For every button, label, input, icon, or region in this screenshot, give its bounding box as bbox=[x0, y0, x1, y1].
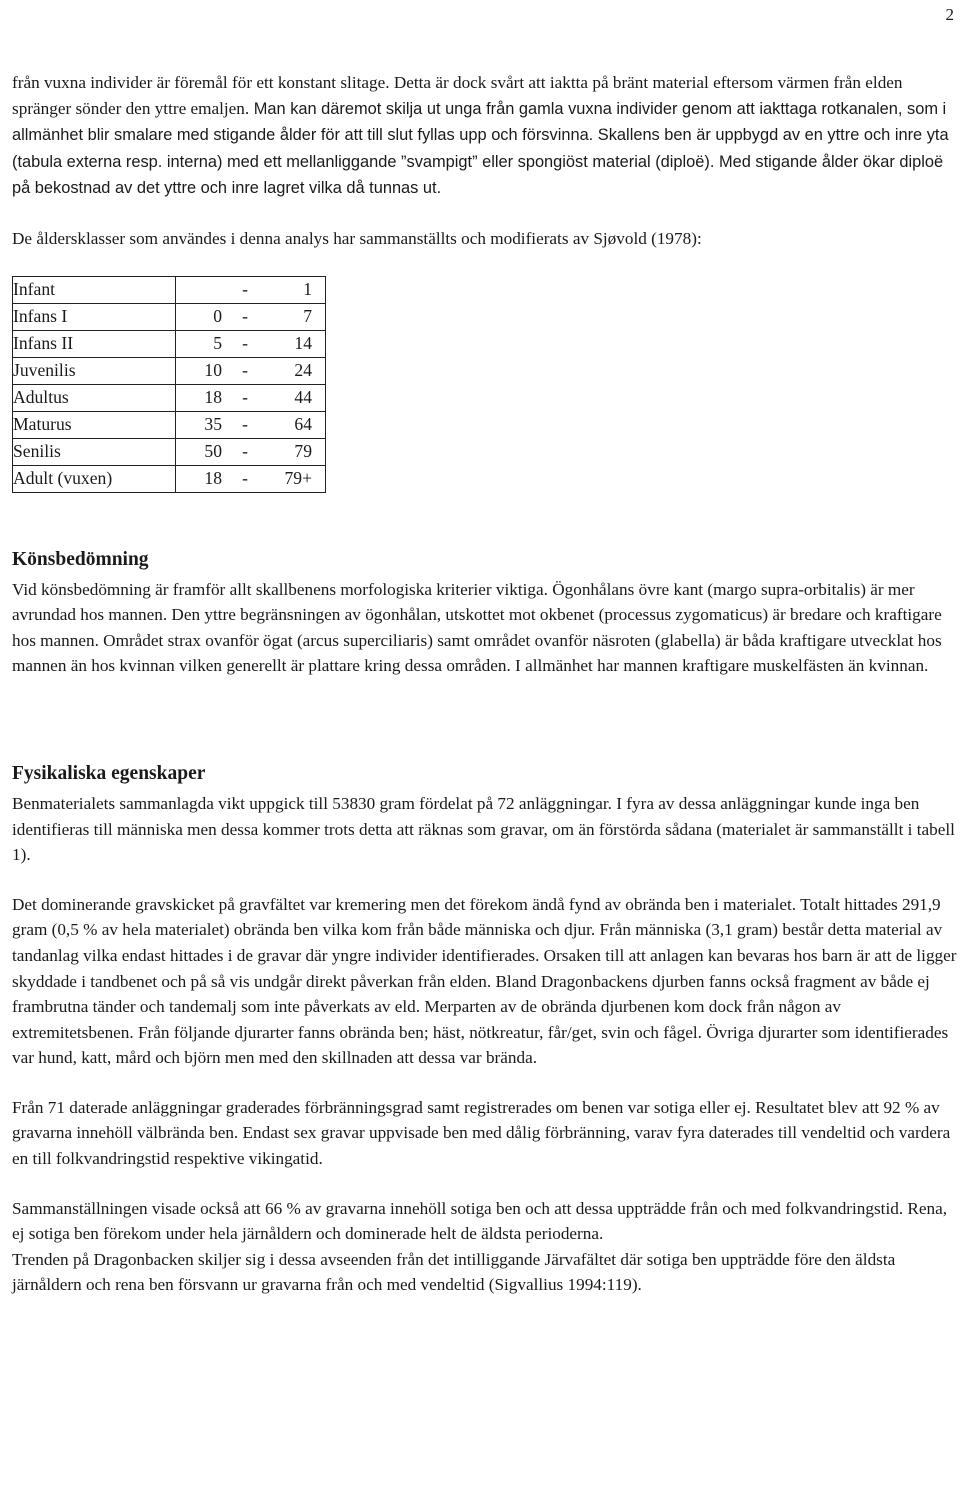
age-class-row bbox=[13, 357, 326, 384]
age-range-dash: - bbox=[242, 467, 248, 488]
age-class-row bbox=[13, 438, 326, 465]
age-range-to: 7 bbox=[303, 305, 312, 326]
age-intro-paragraph: De åldersklasser som användes i denna analys har sammanställts och modifierats av Sjøvold (1978): bbox=[12, 228, 702, 248]
age-class-name: Adultus bbox=[13, 384, 176, 411]
sex-paragraph: Vid könsbedömning är framför allt skallbenens morfologiska kriterier viktiga. Ögonhålans övre kant (margo supra-orbitalis) är mer avrundad hos mannen. Den yttre begränsningen av ögonhålan, utskottet mot okbenet (processus zygomaticus) är bredare och kraftigare hos mannen. Området strax ovanför ögat (arcus superciliaris) samt området ovanför näsroten (glabella) är båda kraftigare utvecklat hos mannen än hos kvinnan vilken generellt är plattare kring dessa områden. I allmänhet har mannen kraftigare muskelfästen än kvinnan. bbox=[12, 579, 942, 676]
age-class-range bbox=[176, 303, 326, 330]
sex-heading: Könsbedömning bbox=[12, 548, 149, 570]
age-class-name: Infans II bbox=[13, 330, 176, 357]
age-class-name: Maturus bbox=[13, 411, 176, 438]
age-range-to: 24 bbox=[294, 359, 312, 380]
age-range-to: 79 bbox=[294, 440, 312, 461]
physical-paragraph-4: Sammanställningen visade också att 66 % av gravarna innehöll sotiga ben och att dessa uppträdde från och med folkvandringstid. Rena, ej sotiga ben förekom under hela järnåldern och dominerade helt de äldsta perioderna. bbox=[12, 1198, 948, 1244]
intro-paragraph bbox=[12, 70, 958, 202]
age-class-name: Infant bbox=[13, 276, 176, 303]
intro-text-3: Skallens ben är uppbygd av en yttre och inre yta (tabula externa resp. interna) med ett mellanliggande ”svampigt” eller spongiöst material (diploë). Med stigande ålder ökar diploë på bekostnad av det yttre och inre lagret vilka då tunnas ut. bbox=[12, 126, 949, 198]
age-range-to: 64 bbox=[294, 413, 312, 434]
age-range-dash: - bbox=[242, 386, 248, 407]
age-class-row bbox=[13, 384, 326, 411]
age-class-row bbox=[13, 465, 326, 492]
age-range-dash: - bbox=[242, 305, 248, 326]
page-number: 2 bbox=[945, 5, 954, 24]
age-range-from: 10 bbox=[204, 359, 222, 380]
physical-paragraph-5: Trenden på Dragonbacken skiljer sig i dessa avseenden från det intilliggande Järvafältet där sotiga ben uppträdde före den äldsta järnåldern och rena ben försvann ur gravarna från och med vendeltid (Sigvallius 1994:119). bbox=[12, 1249, 896, 1295]
age-range-from: 50 bbox=[204, 440, 222, 461]
age-range-to: 44 bbox=[294, 386, 312, 407]
age-range-dash: - bbox=[242, 413, 248, 434]
age-range-to: 14 bbox=[294, 332, 312, 353]
age-class-name: Senilis bbox=[13, 438, 176, 465]
age-range-dash: - bbox=[242, 440, 248, 461]
age-class-name: Adult (vuxen) bbox=[13, 465, 176, 492]
physical-paragraph-1: Benmaterialets sammanlagda vikt uppgick till 53830 gram fördelat på 72 anläggningar. I fyra av dessa anläggningar kunde inga ben identifieras till människa men dessa kommer trots detta att räknas som gravar, om än förstörda sådana (materialet är sammanställt i tabell 1). bbox=[12, 793, 955, 865]
age-class-row bbox=[13, 330, 326, 357]
age-class-name: Juvenilis bbox=[13, 357, 176, 384]
age-class-table bbox=[12, 276, 326, 493]
intro-text-1: från vuxna individer är föremål för ett konstant slitage. Detta är dock svårt att iaktta på bränt material eftersom värmen från elden spränger sönder den yttre emaljen. bbox=[12, 73, 903, 118]
age-class-range bbox=[176, 438, 326, 465]
physical-paragraph-2: Det dominerande gravskicket på gravfältet var kremering men det förekom ändå fynd av obrända ben i materialet. Totalt hittades 291,9 gram (0,5 % av hela materialet) obrända ben vilka kom från både människa och djur. Från människa (3,1 gram) består detta material av tandanlag vilka endast hittades i de gravar där yngre individer identifierades. Orsaken till att anlagen kan bevaras hos barn är att de ligger skyddade i tandbenet och på så vis undgår direkt påverkan från elden. Bland Dragonbackens djurben fanns också fragment av både ej frambrutna tänder och tandemalj som inte påverkats av eld. Merparten av de obrända djurbenen kom dock från någon av extremitetsbenen. Från följande djurarter fanns obrända ben; häst, nötkreatur, får/get, svin och fågel. Övriga djurarter som identifierades var hund, katt, mård och björn men med den skillnaden att dessa var brända. bbox=[12, 894, 957, 1068]
intro-text-2: Man kan däremot skilja ut unga från gamla vuxna individer genom att iakttaga rotkanalen, som i allmänhet blir smalare med stigande ålder för att till slut fyllas upp och försvinna. bbox=[12, 99, 947, 145]
age-class-range bbox=[176, 411, 326, 438]
age-class-row bbox=[13, 276, 326, 303]
age-class-range bbox=[176, 330, 326, 357]
age-class-row bbox=[13, 303, 326, 330]
age-class-row bbox=[13, 411, 326, 438]
physical-heading: Fysikaliska egenskaper bbox=[12, 762, 206, 784]
age-range-from: 5 bbox=[213, 332, 222, 353]
age-range-to: 1 bbox=[303, 278, 312, 299]
age-range-to: 79+ bbox=[284, 467, 312, 488]
physical-paragraph-3: Från 71 daterade anläggningar graderades förbränningsgrad samt registrerades om benen var sotiga eller ej. Resultatet blev att 92 % av gravarna innehöll välbrända ben. Endast sex gravar uppvisade ben med dålig förbränning, varav fyra daterades till vendeltid och vardera en till folkvandringstid respektive vikingatid. bbox=[12, 1097, 951, 1169]
age-range-dash: - bbox=[242, 332, 248, 353]
age-range-from: 35 bbox=[204, 413, 222, 434]
age-range-dash: - bbox=[242, 359, 248, 380]
age-range-from: 0 bbox=[213, 305, 222, 326]
age-range-dash: - bbox=[242, 278, 248, 299]
age-class-range bbox=[176, 465, 326, 492]
age-range-from: 18 bbox=[204, 386, 222, 407]
age-range-from: 18 bbox=[204, 467, 222, 488]
age-class-range bbox=[176, 384, 326, 411]
age-class-name: Infans I bbox=[13, 303, 176, 330]
age-class-range bbox=[176, 357, 326, 384]
age-class-range bbox=[176, 276, 326, 303]
document-body bbox=[12, 70, 958, 1298]
